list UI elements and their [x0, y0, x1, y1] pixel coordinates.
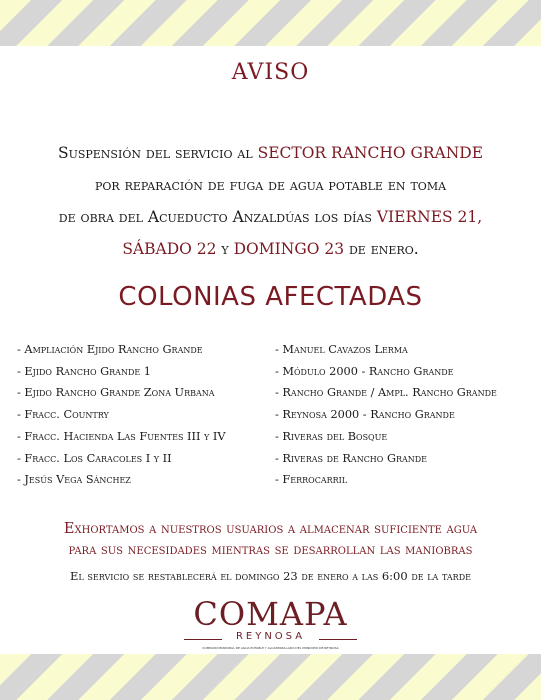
- exhort-line: Exhortamos a nuestros usuarios a almacenar suficiente agua: [63, 521, 478, 537]
- intro-line-3: [0, 201, 541, 233]
- comapa-logo: [170, 595, 371, 651]
- list-item: - Riveras de Rancho Grande: [275, 451, 428, 465]
- notice-title: AVISO: [231, 60, 310, 85]
- list-item: - Manuel Cavazos Lerma: [275, 343, 408, 356]
- intro-line-2: [0, 169, 541, 201]
- list-item: - Ampliación Ejido Rancho Grande: [17, 343, 203, 356]
- notice-intro: [0, 137, 541, 265]
- list-item: - Módulo 2000 - Rancho Grande: [275, 364, 454, 378]
- list-item: - Fracc. Los Caracoles I y II: [17, 451, 172, 465]
- exhort-message: [0, 519, 541, 561]
- intro-text: y: [216, 240, 234, 258]
- intro-highlight: SECTOR RANCHO GRANDE: [257, 144, 484, 162]
- bottom-stripe-border: [0, 654, 541, 700]
- logo-tagline: COMISIÓN MUNICIPAL DE AGUA POTABLE Y ALCANTARILLADO DEL MUNICIPIO DE REYNOSA: [202, 646, 339, 650]
- intro-line-4: [0, 233, 541, 265]
- intro-text: de obra del Acueducto Anzaldúas los días: [58, 208, 377, 226]
- list-item: - Fracc. Country: [17, 408, 109, 422]
- list-item: - Ejido Rancho Grande 1: [17, 364, 151, 378]
- top-stripe-border: [0, 0, 541, 46]
- logo-name: COMAPA: [193, 595, 348, 633]
- exhort-line: para sus necesidades mientras se desarrollan las maniobras: [68, 542, 473, 558]
- list-item: - Ferrocarril: [275, 473, 348, 487]
- list-item: - Jesús Vega Sánchez: [17, 473, 131, 487]
- logo-rule-right: [319, 639, 357, 640]
- intro-text: Suspensión del servicio al: [57, 144, 258, 162]
- logo-rule-left: [184, 639, 222, 640]
- intro-highlight: SÁBADO 22: [122, 240, 217, 258]
- colonias-right-list: [275, 339, 497, 491]
- list-item: - Ejido Rancho Grande Zona Urbana: [17, 386, 215, 400]
- intro-text: de enero.: [344, 240, 419, 258]
- list-item: - Fracc. Hacienda Las Fuentes III y IV: [17, 429, 226, 443]
- colonias-left-list: [17, 339, 226, 491]
- list-item: - Riveras del Bosque: [275, 429, 388, 443]
- list-item: - Reynosa 2000 - Rancho Grande: [275, 408, 455, 422]
- affected-title: COLONIAS AFECTADAS: [118, 282, 423, 312]
- list-item: - Rancho Grande / Ampl. Rancho Grande: [275, 386, 497, 400]
- restore-message: El servicio se restablecerá el domingo 23 de enero a las 6:00 de la tarde: [70, 569, 471, 583]
- intro-text: por reparación de fuga de agua potable en toma: [94, 176, 447, 194]
- intro-highlight: DOMINGO 23: [233, 240, 345, 258]
- logo-city: REYNOSA: [235, 631, 306, 642]
- intro-line-1: [0, 137, 541, 169]
- intro-highlight: VIERNES 21,: [376, 208, 483, 226]
